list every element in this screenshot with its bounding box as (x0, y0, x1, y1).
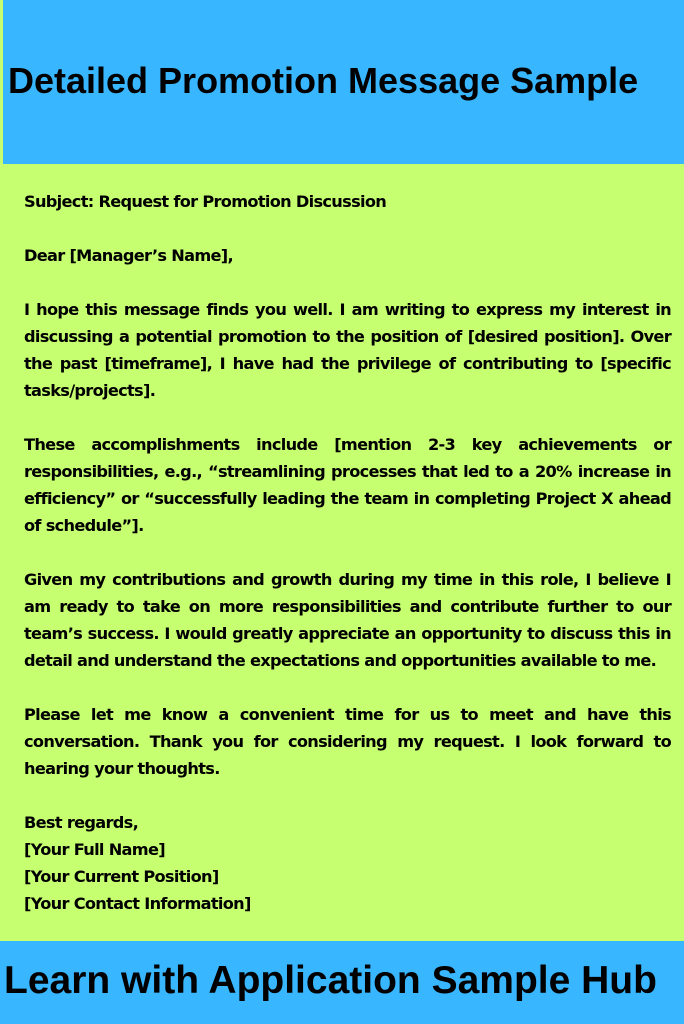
letter-paragraph: Given my contributions and growth during my time in this role, I believe I am ready to take on more responsibilities and contribute further to our team’s success. I would greatly appreciate an opportunity to discuss this in detail and understand the expectations and opportunities available to me. (24, 570, 671, 670)
letter-signoff (24, 809, 671, 917)
footer-text: Learn with Application Sample Hub (4, 959, 657, 1002)
signature-position: [Your Current Position] (24, 867, 219, 886)
letter-paragraph: Please let me know a convenient time for us to meet and have this conversation. Thank you for considering my request. I look forward to hearing your thoughts. (24, 705, 671, 778)
letter-paragraph: These accomplishments include [mention 2-3 key achievements or responsibilities, e.g., “streamlining processes that led to a 20% increase in efficiency” or “successfully leading the team in completing Project X ahead of schedule”]. (24, 435, 671, 535)
letter-closing: Best regards, (24, 813, 139, 832)
letter-subject: Subject: Request for Promotion Discussion (24, 192, 387, 211)
letter-body (24, 188, 671, 917)
header-left-edge (0, 0, 3, 164)
letter-greeting: Dear [Manager’s Name], (24, 246, 233, 265)
letter-paragraph: I hope this message finds you well. I am writing to express my interest in discussing a potential promotion to the position of [desired position]. Over the past [timeframe], I have had the privilege of contributing to [specific tasks/projects]. (24, 300, 671, 400)
signature-name: [Your Full Name] (24, 840, 165, 859)
page-title: Detailed Promotion Message Sample (8, 60, 639, 101)
signature-contact: [Your Contact Information] (24, 894, 251, 913)
